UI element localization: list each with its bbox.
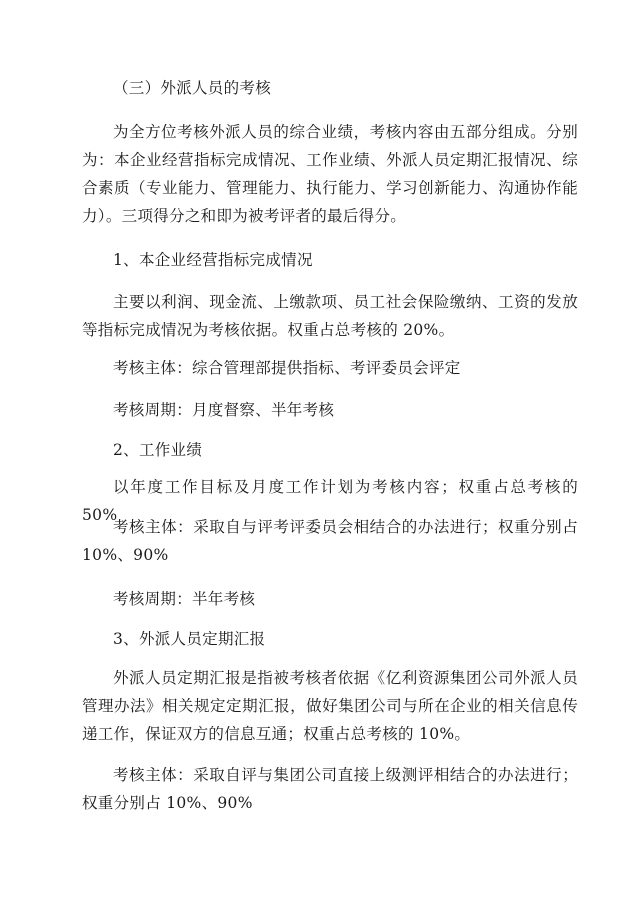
item2-title: 2、工作业绩 <box>113 441 203 459</box>
item1-title: 1、本企业经营指标完成情况 <box>113 251 313 269</box>
item1-subject: 考核主体：综合管理部提供指标、考评委员会评定 <box>113 359 461 377</box>
item3-subject: 考核主体：采取自评与集团公司直接上级测评相结合的办法进行；权重分别占 10%、90% <box>82 766 578 812</box>
item2-body: 以年度工作目标及月度工作计划为考核内容；权重占总考核的 50% <box>82 478 578 524</box>
item3-title: 3、外派人员定期汇报 <box>113 630 266 648</box>
item1-body: 主要以利润、现金流、上缴款项、员工社会保险缴纳、工资的发放等指标完成情况为考核依据。权重占总考核的 20%。 <box>82 293 578 339</box>
intro-paragraph: 为全方位考核外派人员的综合业绩，考核内容由五部分组成。分别为：本企业经营指标完成情况、工作业绩、外派人员定期汇报情况、综合素质（专业能力、管理能力、执行能力、学习创新能力、沟通协作能力）。三项得分之和即为被考评者的最后得分。 <box>82 123 578 225</box>
item2-subject: 考核主体：采取自与评考评委员会相结合的办法进行；权重分别占 10%、90% <box>82 518 578 564</box>
item1-period: 考核周期：月度督察、半年考核 <box>113 401 335 419</box>
section-title: （三）外派人员的考核 <box>113 79 272 97</box>
item2-period: 考核周期：半年考核 <box>113 590 256 608</box>
item3-body: 外派人员定期汇报是指被考核者依据《亿利资源集团公司外派人员管理办法》相关规定定期汇报，做好集团公司与所在企业的相关信息传递工作，保证双方的信息互通；权重占总考核的 10%。 <box>82 669 578 743</box>
